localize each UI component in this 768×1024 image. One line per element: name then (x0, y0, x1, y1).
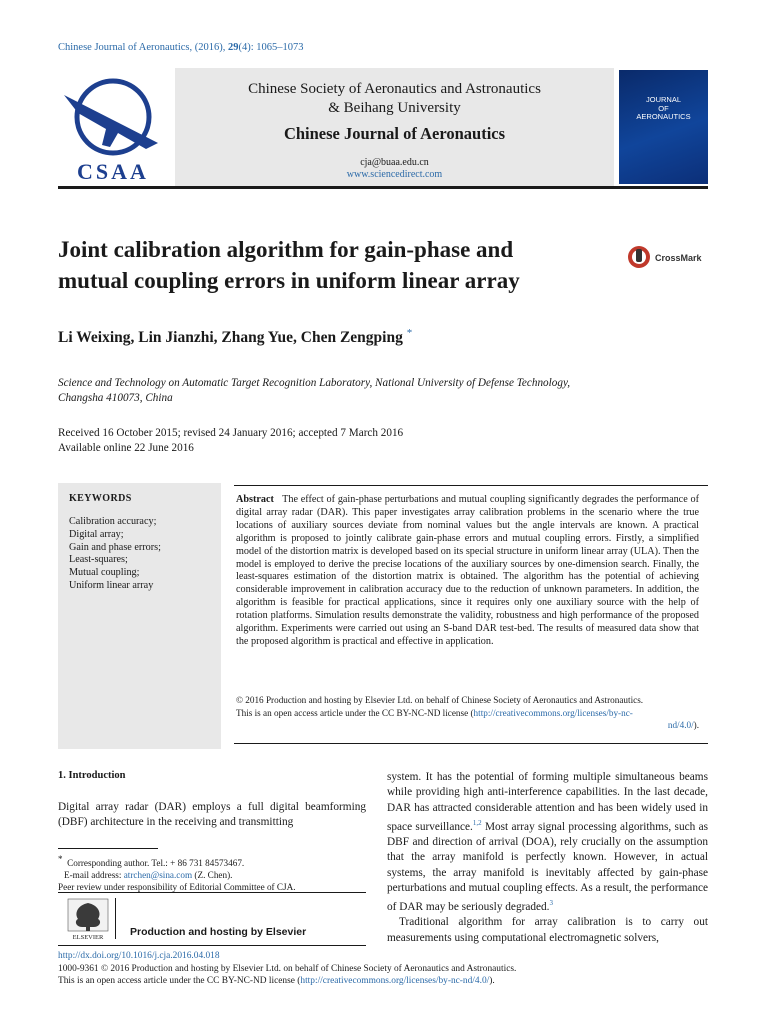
article-title: Joint calibration algorithm for gain-phase and mutual coupling errors in uniform linear array (58, 237, 520, 293)
csaa-logo-icon (58, 75, 168, 185)
author-email-link[interactable]: atrchen@sina.com (123, 870, 193, 881)
keyword-item: Gain and phase errors; (69, 541, 161, 553)
affiliation: Science and Technology on Automatic Target Recognition Laboratory, National University of Defense Technology, Changsha 410073, China (58, 377, 571, 404)
section-heading-introduction: 1. Introduction (58, 770, 126, 781)
keywords-title: KEYWORDS (69, 493, 132, 504)
doi-link[interactable]: http://dx.doi.org/10.1016/j.cja.2016.04.018 (58, 951, 220, 961)
abstract-top-rule (234, 485, 708, 486)
copyright-notice: © 2016 Production and hosting by Elsevier Ltd. on behalf of Chinese Society of Aeronautics and Astronautics. This is an open access article under the CC BY-NC-ND license (http://creativecommons.org/licenses/by-nc- nd/4.0/). (236, 695, 699, 730)
abstract-text: The effect of gain-phase perturbations and mutual coupling significantly degrades the performance of digital array radar (DAR). This paper investigates array calibration problems in the scenario where the true locations of auxiliary sources deviate from nominal values but the angle intervals are known. A practical algorithm is proposed to jointly calibrate gain-phase errors and mutual coupling errors. Firstly, a simplified model of the distortion matrix is developed based on its special structure in uniform linear array (ULA). Then the model is employed to derive the precise locations of the auxiliary sources by one-dimension search. Finally, the least-squares estimation of the distortion matrix is obtained. The algorithm has the potential of achieving considerable improvement in calibration accuracy due to the reduction of unknown parameters. In addition, the algorithm is feasible for practical applications, since it requires only one auxiliary source with the help of rotation platforms. Simulation results demonstrate the validity, robustness and high performance of the proposed algorithm. Experiments were carried out using an S-band DAR test-bed. The results of measured data show that the proposed algorithm is practical and effective in application. (236, 494, 700, 647)
csaa-logo-text: CSAA (77, 159, 149, 184)
society-name: Chinese Society of Aeronautics and Astronautics & Beihang University (248, 81, 541, 116)
elsevier-logo-text: ELSEVIER (72, 934, 104, 941)
keyword-item: Uniform linear array (69, 579, 154, 591)
intro-column-1: Digital array radar (DAR) employs a full digital beamforming (DBF) architecture in the receiving and transmitting (58, 801, 366, 829)
header-rule (58, 186, 708, 189)
journal-email[interactable]: cja@buaa.edu.cn (360, 157, 429, 168)
keyword-item: Least-squares; (69, 554, 128, 566)
corresponding-author-mark[interactable]: * (406, 327, 413, 339)
elsevier-hosting-text: Production and hosting by Elsevier (130, 926, 307, 938)
abstract-label: Abstract (236, 494, 274, 505)
journal-cover (619, 70, 708, 184)
reference-link[interactable]: 3 (549, 899, 554, 908)
crossmark-label: CrossMark (655, 253, 702, 263)
footnote-rule (58, 848, 158, 849)
footnote: * Corresponding author. Tel.: + 86 731 84573467. E-mail address: atrchen@sina.com (Z. Chen). Peer review under responsibility of Editorial Committee of CJA. (58, 854, 296, 893)
journal-citation[interactable]: Chinese Journal of Aeronautics, (2016), 29(4): 1065–1073 (58, 42, 304, 53)
license-link-cont[interactable]: nd/4.0/ (667, 720, 694, 730)
crossmark-icon[interactable] (627, 243, 707, 271)
reference-link[interactable]: 1,2 (472, 818, 482, 827)
article-dates: Received 16 October 2015; revised 24 January 2016; accepted 7 March 2016 Available online 22 June 2016 (58, 427, 404, 454)
keyword-item: Digital array; (69, 528, 124, 540)
journal-website-link[interactable]: www.sciencedirect.com (346, 169, 443, 180)
keywords-list (69, 516, 161, 593)
journal-name: Chinese Journal of Aeronautics (283, 124, 506, 143)
keyword-item: Mutual coupling; (69, 567, 140, 579)
author-list: Li Weixing, Lin Jianzhi, Zhang Yue, Chen Zengping * (58, 327, 413, 347)
footer-license: 1000-9361 © 2016 Production and hosting by Elsevier Ltd. on behalf of Chinese Society of Aeronautics and Astronautics. This is an open access article under the CC BY-NC-ND license (http://creativecommons.org/licenses/by-nc-nd/4.0/). (58, 964, 517, 987)
keyword-item: Calibration accuracy; (69, 516, 157, 527)
abstract-bottom-rule (234, 743, 708, 744)
abstract (236, 494, 699, 649)
elsevier-tree-logo-icon (64, 897, 112, 941)
license-link[interactable]: http://creativecommons.org/licenses/by-nc- (473, 707, 633, 718)
elsevier-divider (115, 898, 116, 939)
footer-license-link[interactable]: http://creativecommons.org/licenses/by-nc-nd/4.0/ (300, 976, 490, 987)
intro-column-2: system. It has the potential of forming multiple simultaneous beams while providing high anti-interference capabilities. In the last decade, DAR has attracted considerable attention and has been widely used in space surveillance.$^{1,2}$ Most array signal processing algorithms, such as DBF and direction of arrival (DOA), rely crucially on the assumption that the array manifold is perfectly known. However, in actual systems, the array manifold is inevitably affected by gain-phase perturbations and mutual coupling effects. As a result, the performance of DAR may be seriously degraded.$^3$ Traditional algorithm for array calibration is to carry out measurements using computational electromagnetic solvers, (387, 771, 709, 944)
journal-cover-title: JOURNAL OF AERONAUTICS (636, 95, 691, 121)
